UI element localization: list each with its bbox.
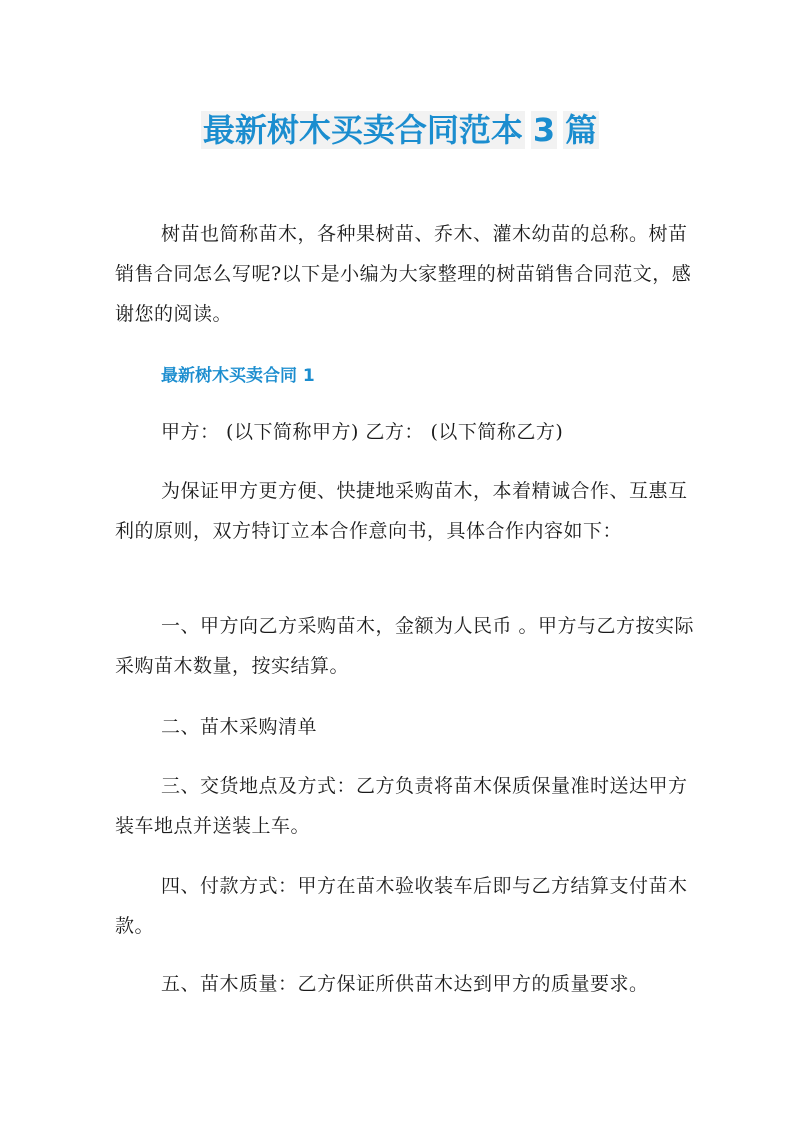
intro-paragraph: 树苗也简称苗木，各种果树苗、乔木、灌木幼苗的总称。树苗销售合同怎么写呢?以下是小编为大家整理的树苗销售合同范文，感谢您的阅读。 bbox=[115, 223, 692, 325]
page-title bbox=[201, 108, 599, 152]
clause-4: 四、付款方式：甲方在苗木验收装车后即与乙方结算支付苗木款。 bbox=[115, 875, 688, 937]
title-main: 最新树木买卖合同范本 bbox=[202, 111, 523, 149]
title-suffix: 篇 bbox=[565, 111, 598, 149]
title-number: 3 bbox=[532, 111, 556, 149]
clause-1: 一、甲方向乙方采购苗木，金额为人民币 。甲方与乙方按实际采购苗木数量，按实结算。 bbox=[115, 615, 695, 677]
clause-3: 三、交货地点及方式：乙方负责将苗木保质保量准时送达甲方装车地点并送装上车。 bbox=[115, 775, 688, 837]
preamble-paragraph: 为保证甲方更方便、快捷地采购苗木，本着精诚合作、互惠互利的原则，双方特订立本合作意向书，具体合作内容如下： bbox=[115, 480, 688, 542]
clause-2: 二、苗木采购清单 bbox=[161, 716, 318, 738]
clause-5: 五、苗木质量：乙方保证所供苗木达到甲方的质量要求。 bbox=[161, 973, 649, 995]
parties-line: 甲方： (以下简称甲方) 乙方： (以下简称乙方) bbox=[161, 421, 564, 443]
section-heading: 最新树木买卖合同 1 bbox=[161, 366, 315, 386]
title-container bbox=[0, 108, 800, 152]
